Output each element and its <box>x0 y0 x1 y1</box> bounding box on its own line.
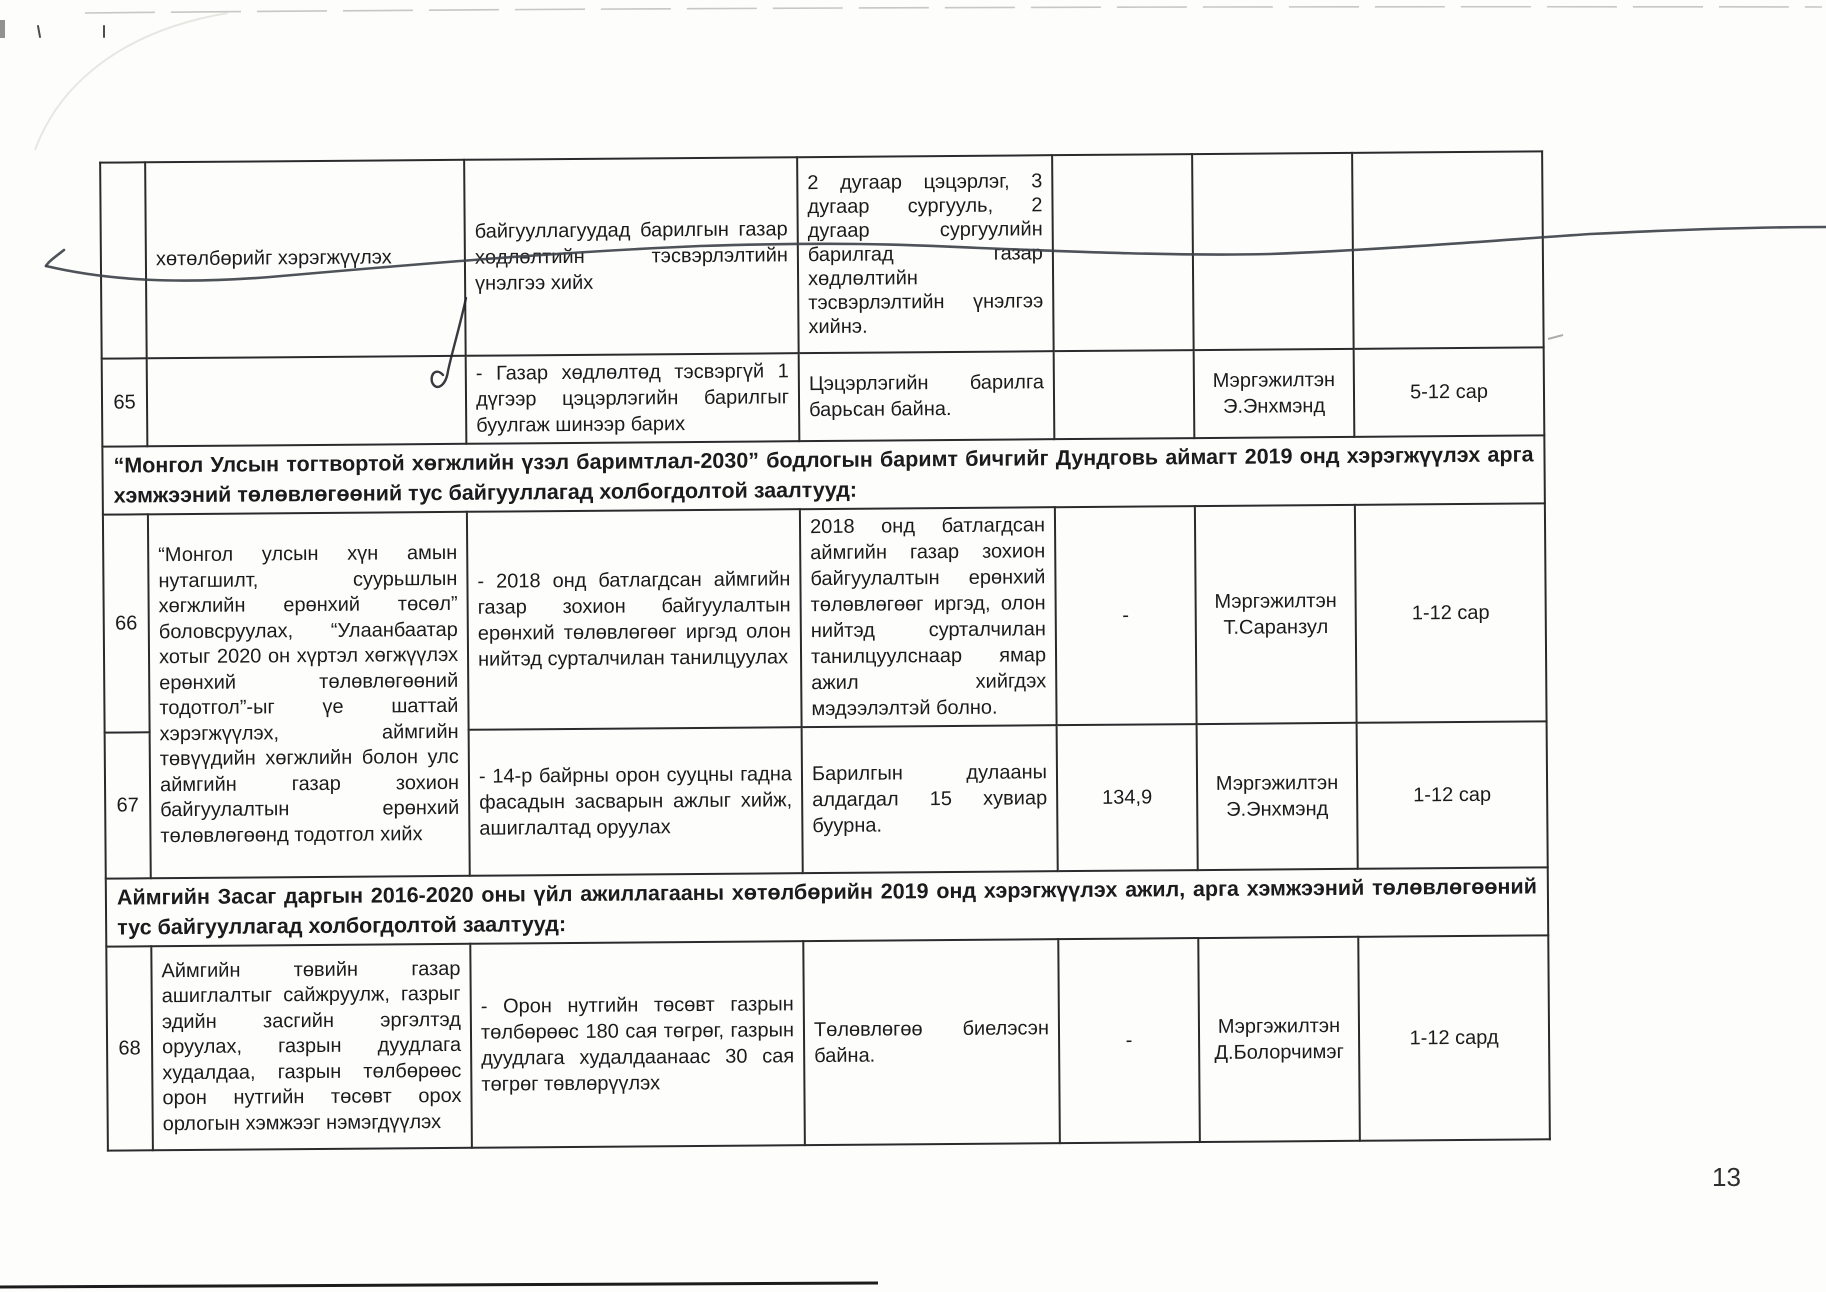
cell-period <box>1352 151 1544 348</box>
cell-specialist: Мэргэжилтэн Д.Болорчимэг <box>1198 937 1360 1142</box>
cell-budget: 134,9 <box>1057 724 1198 871</box>
cell-number: 67 <box>105 732 151 878</box>
cell-task: хөтөлбөрийг хэрэгжүүлэх <box>145 160 466 358</box>
cell-result: 2 дугаар цэцэрлэг, 3 дугаар сургууль, 2 дугаар сургуулийн барилгад газар хөдлөлтийн тэсвэрлэлтийн үнэлгээ хийнэ. <box>797 155 1054 353</box>
table-row-68 <box>106 935 1550 1150</box>
cell-action: - Газар хөдлөлтөд тэсвэргүй 1 дүгээр цэцэрлэгийн барилгыг буулгаж шинээр барих <box>466 353 800 444</box>
cell-budget <box>1054 350 1195 439</box>
scan-line-top <box>85 7 1822 13</box>
cell-specialist: Мэргэжилтэн Э.Энхмэнд <box>1194 349 1355 438</box>
section-header-text: “Монгол Улсын тогтвортой хөгжлийн үзэл баримтлал-2030” бодлогын баримт бичгийг Дундговь аймагт 2019 онд хэрэгжүүлэх арга хэмжээний төлөвлөгөөний тус байгууллагад холбогдолтой заалтууд: <box>102 435 1544 514</box>
table-row-66 <box>103 503 1547 732</box>
action-plan-table <box>99 150 1551 1151</box>
cell-budget: - <box>1058 938 1200 1143</box>
cell-action: - Орон нутгийн төсөвт газрын төлбөрөөс 180 сая төгрөг, газрын дуудлага худалдаанаас 30 сая төгрөг төвлөрүүлэх <box>470 941 805 1148</box>
cell-specialist <box>1192 153 1354 350</box>
cell-task: Аймгийн төвийн газар ашиглалтыг сайжруулж, газрыг эдийн засгийн эргэлтэд оруулах, газрын дуудлага худалдаа, газрын төлбөрөөс орон нутгийн төсөвт орох орлогын хэмжээг нэмэгдүүлэх <box>151 944 472 1150</box>
table-row-continuation <box>100 151 1543 358</box>
cell-number: 68 <box>106 946 153 1150</box>
section-header-text: Аймгийн Засаг даргын 2016-2020 оны үйл ажиллагааны хөтөлбөрийн 2019 онд хэрэгжүүлэх ажил, арга хэмжээний төлөвлөгөөний тус байгууллагад холбогдолтой заалтууд: <box>106 867 1548 946</box>
cell-result: Цэцэрлэгийн барилга барьсан байна. <box>799 351 1055 441</box>
cell-action: - 2018 онд батлагдсан аймгийн газар зохион байгуулалтын ерөнхий төлөвлөгөөг иргэд олон нийтэд сурталчилан танилцуулах <box>467 509 802 730</box>
section-header-vision-2030 <box>102 435 1544 514</box>
cell-result: 2018 онд батлагдсан аймгийн газар зохион байгуулалтын ерөнхий төлөвлөгөөг иргэд, олон нийтэд сурталчилан танилцуулснаар ямар ажил хийгдэх мэдээлэлтэй болно. <box>800 507 1057 727</box>
cell-period: 5-12 сар <box>1354 347 1545 436</box>
cell-result: Барилгын дулааны алдагдал 15 хувиар буурна. <box>802 725 1058 873</box>
scan-tilt-wrapper <box>99 150 1549 1151</box>
cell-number: 66 <box>103 514 150 732</box>
cell-budget: - <box>1055 506 1197 725</box>
cell-budget <box>1052 154 1194 351</box>
cell-specialist: Мэргэжилтэн Э.Энхмэнд <box>1197 723 1358 870</box>
cell-period: 1-12 сар <box>1357 721 1548 868</box>
cell-action: байгууллагуудад барилгын газар хөдлөлтийн тэсвэрлэлтийн үнэлгээ хийх <box>464 157 799 356</box>
scan-scratch <box>35 13 228 150</box>
cell-period: 1-12 сард <box>1358 935 1550 1140</box>
cell-task <box>147 356 467 447</box>
cell-task: “Монгол улсын хүн амын нутагшилт, суурьшлын хөгжлийн ерөнхий төсөл” боловсруулах, “Улаанбаатар хотыг 2020 он хүртэл хөгжүүлэх ерөнхий төлөвлөгөөний тодотгол”-ыг үе шаттай хэрэгжүүлэх, аймгийн төвүүдийн хөгжлийн болон улс аймгийн газар зохион байгуулалтын ерөнхий төлөвлөгөөнд тодотгол хийх <box>148 512 470 878</box>
scan-line-bottom <box>0 1283 878 1287</box>
pen-line-hook <box>46 250 64 266</box>
section-header-governor-program <box>106 867 1548 946</box>
cell-period: 1-12 сар <box>1355 503 1547 722</box>
cell-action: - 14-р байрны орон сууцны гадна фасадын засварын ажлыг хийж, ашиглалтад оруулах <box>469 727 803 876</box>
cell-number <box>100 162 147 358</box>
table-row-65 <box>102 347 1545 446</box>
scan-edge-mark <box>0 20 5 38</box>
cell-number: 65 <box>102 358 148 446</box>
scan-mark-right <box>1548 335 1563 339</box>
cell-specialist: Мэргэжилтэн Т.Саранзул <box>1195 505 1357 724</box>
cell-result: Төлөвлөгөө биелэсэн байна. <box>803 939 1060 1145</box>
page-number: 13 <box>1712 1162 1741 1192</box>
ink-speck <box>38 26 40 37</box>
